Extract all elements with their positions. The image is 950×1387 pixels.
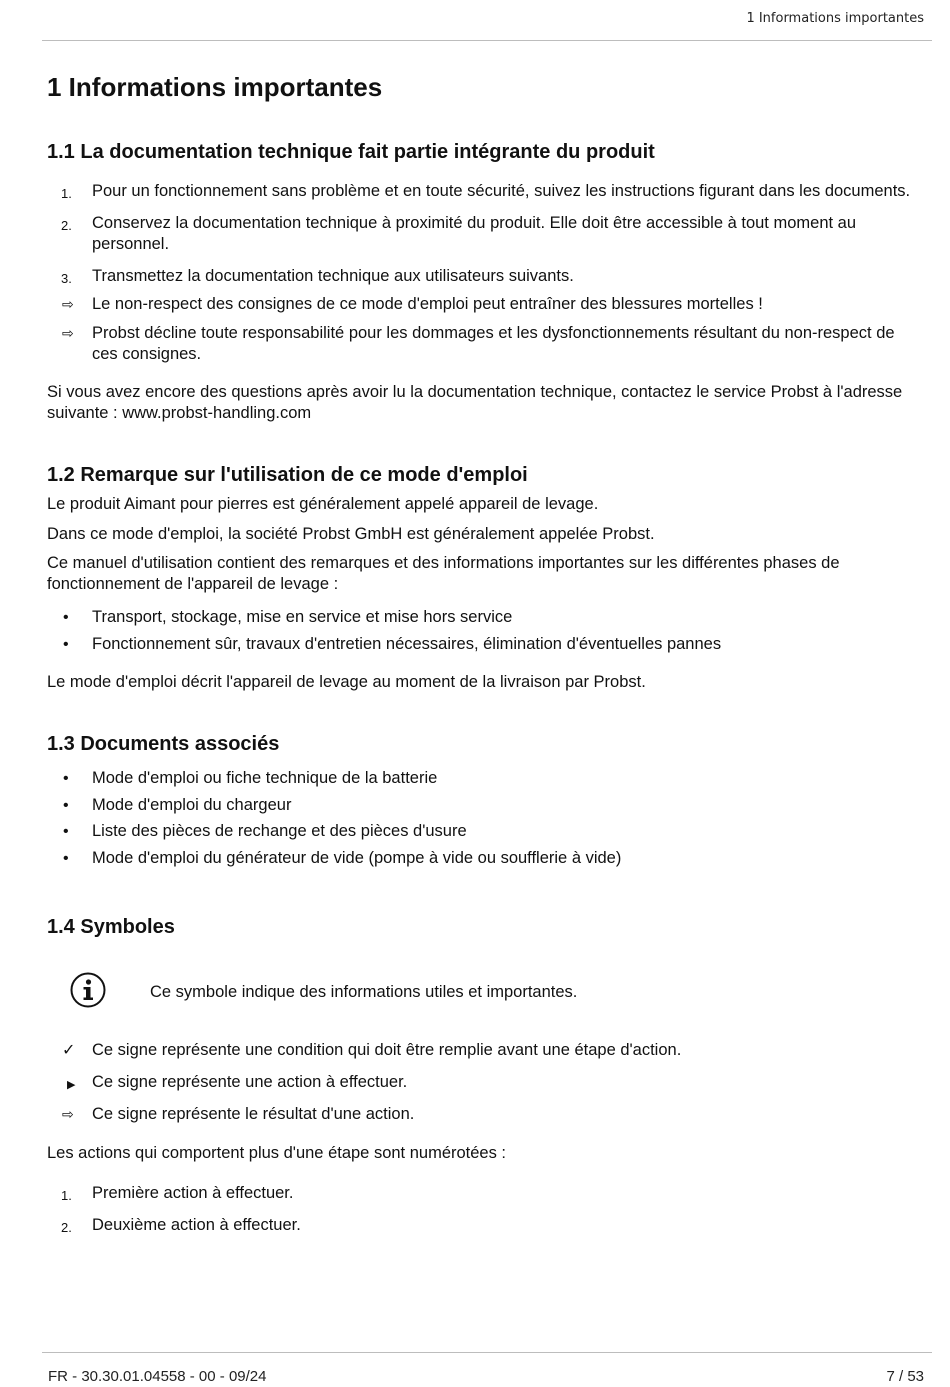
paragraph: Ce manuel d'utilisation contient des remarques et des informations importantes sur les différentes phases de fonctionnement de l'appareil de levage : [47,554,840,593]
step-text: Conservez la documentation technique à proximité du produit. Elle doit être accessible à tout moment au personnel. [92,214,857,253]
chapter-title: 1 Informations importantes [47,72,383,102]
step-text: Première action à effectuer. [92,1184,294,1202]
section-1-2-bullets [47,607,917,655]
result-text: Le non-respect des consignes de ce mode d'emploi peut entraîner des blessures mortelles ! [92,295,763,313]
info-icon [70,972,106,1008]
list-item [47,634,917,655]
step-number: 3. [61,271,72,286]
list-item [47,1040,917,1061]
step-text: Pour un fonctionnement sans problème et en toute sécurité, suivez les instructions figurant dans les documents. [92,182,911,200]
section-1-1-steps [47,181,917,365]
bullet-icon: • [63,770,69,787]
list-item [47,1104,917,1125]
result-arrow-icon: ⇨ [62,1106,74,1122]
list-item [47,848,917,869]
bullet-text: Transport, stockage, mise en service et mise hors service [92,608,513,626]
bullet-icon: • [63,850,69,867]
check-icon: ✓ [62,1042,76,1059]
header-divider [42,40,932,41]
list-item [47,323,917,365]
result-text: Probst décline toute responsabilité pour les dommages et les dysfonctionnements résultant du non-respect de ces consignes. [92,324,895,363]
info-symbol-row [47,972,917,1022]
symbol-text: Ce signe représente le résultat d'une action. [92,1105,415,1123]
bullet-text: Mode d'emploi du chargeur [92,796,292,814]
bullet-icon: • [63,797,69,814]
list-item [47,266,917,287]
list-item [47,294,917,315]
list-item [47,213,917,255]
bullet-icon: • [63,636,69,653]
bullet-icon: • [63,609,69,626]
result-arrow-icon: ⇨ [62,296,74,312]
paragraph: Les actions qui comportent plus d'une étape sont numérotées : [47,1144,507,1162]
running-footer [48,1368,924,1385]
symbol-list [47,1040,917,1125]
list-item [47,795,917,816]
section-1-3-heading: 1.3 Documents associés [47,733,280,755]
list-item [47,768,917,789]
bullet-text: Mode d'emploi ou fiche technique de la batterie [92,769,438,787]
section-1-3-bullets [47,768,917,869]
list-item [47,1072,917,1093]
bullet-icon: • [63,823,69,840]
step-number: 1. [61,186,72,201]
step-number: 1. [61,1188,72,1203]
contact-paragraph: Si vous avez encore des questions après avoir lu la documentation technique, contactez le service Probst à l'adresse suivante : www.probst-handling.com [47,383,903,422]
action-triangle-icon: ▶ [67,1079,76,1091]
page-content [47,70,917,1236]
step-text: Deuxième action à effectuer. [92,1216,301,1234]
list-item [47,607,917,628]
bullet-text: Mode d'emploi du générateur de vide (pompe à vide ou soufflerie à vide) [92,849,622,867]
step-number: 2. [61,1220,72,1235]
doc-code: FR - 30.30.01.04558 - 00 - 09/24 [48,1368,267,1385]
page-number: 7 / 53 [886,1368,924,1385]
list-item [47,181,917,202]
step-text: Transmettez la documentation technique aux utilisateurs suivants. [92,267,574,285]
paragraph: Dans ce mode d'emploi, la société Probst GmbH est généralement appelée Probst. [47,525,655,543]
list-item [47,821,917,842]
symbol-text: Ce signe représente une condition qui doit être remplie avant une étape d'action. [92,1041,682,1059]
paragraph: Le produit Aimant pour pierres est généralement appelé appareil de levage. [47,495,599,513]
running-header: 1 Informations importantes [746,11,924,26]
section-1-4-steps [47,1183,917,1236]
list-item [47,1183,917,1204]
paragraph: Le mode d'emploi décrit l'appareil de levage au moment de la livraison par Probst. [47,673,646,691]
section-1-2-heading: 1.2 Remarque sur l'utilisation de ce mode d'emploi [47,464,528,486]
list-item [47,1215,917,1236]
section-1-1-heading: 1.1 La documentation technique fait partie intégrante du produit [47,141,655,163]
info-symbol-text: Ce symbole indique des informations utiles et importantes. [150,983,578,1001]
bullet-text: Liste des pièces de rechange et des pièces d'usure [92,822,467,840]
result-arrow-icon: ⇨ [62,325,74,341]
symbol-text: Ce signe représente une action à effectuer. [92,1073,408,1091]
footer-divider [42,1352,932,1353]
section-1-4-heading: 1.4 Symboles [47,916,175,938]
bullet-text: Fonctionnement sûr, travaux d'entretien nécessaires, élimination d'éventuelles pannes [92,635,722,653]
step-number: 2. [61,218,72,233]
